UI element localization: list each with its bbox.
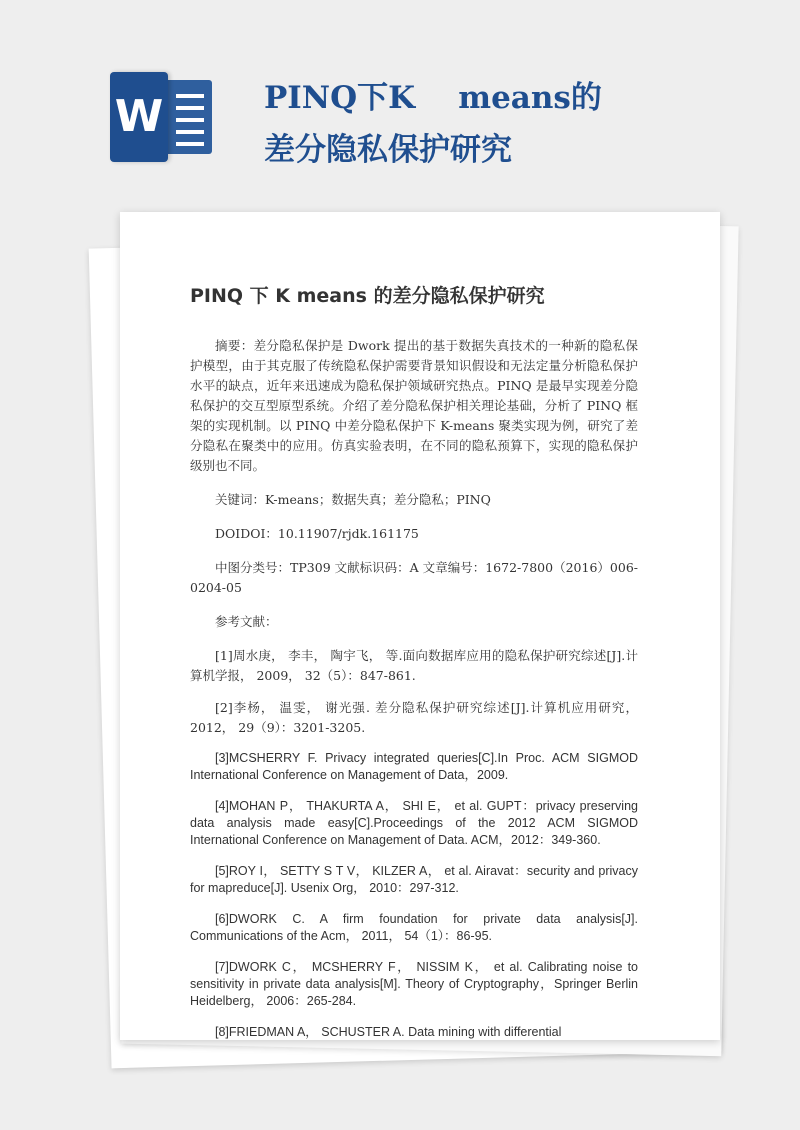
header-title-line1: PINQ下K means的 [264, 80, 602, 116]
document-content [190, 282, 638, 1040]
reference-item: [5]ROY I， SETTY S T V， KILZER A， et al. Airavat：security and privacy for mapreduce[J]. Usenix Org， 2010：297-312. [190, 864, 638, 895]
doi: DOIDOI：10.11907/rjdk.161175 [215, 526, 419, 541]
header-title-line2: 差分隐私保护研究 [264, 132, 512, 168]
abstract: 摘要：差分隐私保护是 Dwork 提出的基于数据失真技术的一种新的隐私保护模型，由于其克服了传统隐私保护需要背景知识假设和无法定量分析隐私保护水平的缺点，近年来迅速成为隐私保护领域研究热点。PINQ 是最早实现差分隐私保护的交互型原型系统。介绍了差分隐私保护相关理论基础，分析了 PINQ 框架的实现机制。以 PINQ 中差分隐私保护下 K-means 聚类实现为例，研究了差分隐私在聚类中的应用。仿真实验表明，在不同的隐私预算下，实现的隐私保护级别也不同。 [190, 338, 638, 473]
document-title: PINQ 下 K means 的差分隐私保护研究 [190, 285, 545, 307]
keywords: 关键词：K-means；数据失真；差分隐私；PINQ [215, 492, 491, 507]
references-heading: 参考文献： [215, 614, 278, 629]
reference-item: [8]FRIEDMAN A， SCHUSTER A. Data mining with differential [215, 1025, 562, 1039]
reference-item: [4]MOHAN P， THAKURTA A， SHI E， et al. GUPT：privacy preserving data analysis made easy[C].Proceedings of the 2012 ACM SIGMOD International Conference on Management of Data. ACM，2012：349-360. [190, 799, 638, 847]
word-letter-badge: W [110, 72, 168, 162]
reference-item: [1]周水庚， 李丰， 陶宇飞， 等.面向数据库应用的隐私保护研究综述[J].计算机学报， 2009， 32（5）：847-861. [190, 648, 638, 683]
reference-item: [3]MCSHERRY F. Privacy integrated queries[C].In Proc. ACM SIGMOD International Conference on Management of Data，2009. [190, 751, 638, 782]
document-page [120, 212, 720, 1040]
reference-item: [7]DWORK C， MCSHERRY F， NISSIM K， et al. Calibrating noise to sensitivity in private data analysis[M]. Theory of Cryptography，Springer Berlin Heidelberg， 2006：265-284. [190, 960, 638, 1008]
classification-number: 中图分类号：TP309 文献标识码：A 文章编号：1672-7800（2016）006-0204-05 [190, 560, 638, 595]
word-document-icon [110, 72, 212, 162]
reference-item: [2]李杨， 温雯， 谢光强. 差分隐私保护研究综述[J].计算机应用研究， 2012， 29（9）：3201-3205. [190, 700, 638, 735]
reference-item: [6]DWORK C. A firm foundation for private data analysis[J]. Communications of the Acm， 2011， 54（1）：86-95. [190, 912, 638, 943]
header-title [264, 72, 602, 176]
